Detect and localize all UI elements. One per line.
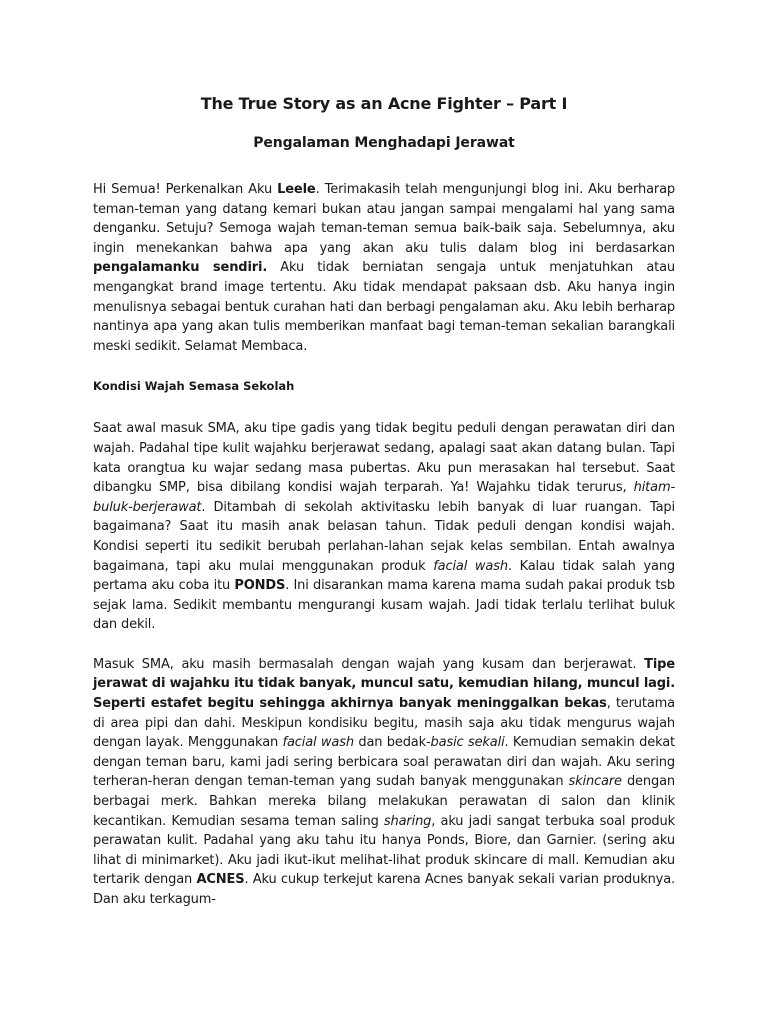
p2-text-3: . Kalau tidak salah yang pertama aku coba itu (93, 558, 675, 594)
document-page (93, 94, 675, 910)
document-subtitle: Pengalaman Menghadapi Jerawat (253, 135, 515, 151)
section-heading: Kondisi Wajah Semasa Sekolah (93, 379, 295, 394)
p2-text-4: . Ini disarankan mama karena mama sudah pakai produk tsb sejak lama. Sedikit membantu mengurangi kusam wajah. Jadi tidak terlalu terlihat buluk dan dekil. (93, 578, 675, 633)
p3-text-7: . Aku cukup terkejut karena Acnes banyak sekali varian produknya. Dan aku terkagum- (93, 872, 676, 907)
intro-text-3: Aku tidak berniatan sengaja untuk menjatuhkan atau mengangkat brand image tertentu. Aku tidak mendapat paksaan dsb. Aku hanya ingin menulisnya sebagai bentuk curahan hati dan berbagi pengalaman aku. Aku lebih berharap nantinya apa yang akan tulis memberikan manfaat bagi teman-teman sekalian barangkali meski sedikit. Selamat Membaca. (93, 260, 675, 354)
intro-text-1: Hi Semua! Perkenalkan Aku (93, 182, 278, 197)
p3-text-5: dengan berbagai merk. Bahkan mereka bilang melakukan perawatan di salon dan klinik kecantikan. Kemudian sesama teman saling (93, 774, 676, 829)
intro-text-2: . Terimakasih telah mengunjungi blog ini. Aku berharap teman-teman yang datang kemari bukan atau jangan sampai mengalami hal yang sama denganku. Setuju? Semoga wajah teman-teman semua baik-baik saja. Sebelumnya, aku ingin menekankan bahwa apa yang akan aku tulis dalam blog ini berdasarkan (93, 182, 675, 256)
p3-text-4: . Kemudian semakin dekat dengan teman baru, kami jadi sering berbicara soal perawatan diri dan wajah. Aku sering terheran-heran dengan teman-teman yang sudah banyak menggunakan (93, 735, 675, 790)
intro-emphasis: pengalamanku sendiri. (93, 260, 268, 276)
p3-italic-2: basic sekali (430, 735, 505, 751)
p3-text-1: Masuk SMA, aku masih bermasalah dengan wajah yang kusam dan berjerawat. (93, 656, 645, 672)
p3-text-2: , terutama di area pipi dan dahi. Meskipun kondisiku begitu, masih saja aku tidak mengurus wajah dengan layak. Menggunakan (93, 696, 675, 751)
p3-italic-3: skincare (568, 774, 622, 790)
p3-text-6: , aku jadi sangat terbuka soal produk perawatan kulit. Padahal yang aku tahu itu hanya Ponds, Biore, dan Garnier. (sering aku lihat di minimarket). Aku jadi ikut-ikut melihat-lihat produk skincare di mall. Kemudian aku tertarik dengan (93, 813, 675, 888)
p3-bold-2: ACNES (196, 872, 245, 888)
p2-italic-2: facial wash (433, 558, 508, 574)
p2-text-2: . Ditambah di sekolah aktivitasku lebih banyak di luar ruangan. Tapi bagaimana? Saat itu masih anak belasan tahun. Tidak peduli dengan kondisi wajah. Kondisi seperti itu sedikit berubah perlahan-lahan sejak kelas sembilan. Entah awalnya bagaimana, tapi aku mulai menggunakan produk (93, 499, 675, 574)
p3-text-3: dan bedak- (353, 735, 431, 751)
author-name: Leele (277, 182, 316, 197)
p3-italic-1: facial wash (282, 735, 354, 751)
body-paragraph-1 (93, 419, 675, 635)
p2-bold-1: PONDS (234, 578, 286, 594)
document-title: The True Story as an Acne Fighter – Part I (200, 94, 568, 113)
p3-italic-4: sharing (383, 813, 432, 829)
intro-paragraph (93, 180, 675, 356)
body-paragraph-2 (93, 655, 675, 910)
p2-italic-1: hitam-buluk-berjerawat (93, 480, 675, 515)
p2-text-1: Saat awal masuk SMA, aku tipe gadis yang tidak begitu peduli dengan perawatan diri dan wajah. Padahal tipe kulit wajahku berjerawat sedang, apalagi saat akan datang bulan. Tapi kata orangtua ku wajar sedang masa pubertas. Aku pun merasakan hal tersebut. Saat dibangku SMP, bisa dibilang kondisi wajah terparah. Ya! Wajahku tidak terurus, (93, 421, 675, 496)
p3-bold-1: Tipe jerawat di wajahku itu tidak banyak, muncul satu, kemudian hilang, muncul lagi. Seperti estafet begitu sehingga akhirnya banyak meninggalkan bekas (93, 656, 675, 712)
